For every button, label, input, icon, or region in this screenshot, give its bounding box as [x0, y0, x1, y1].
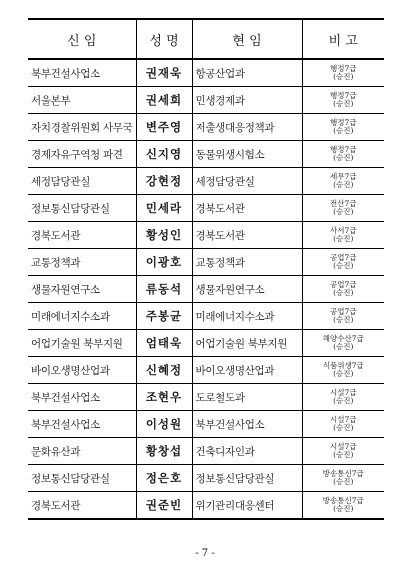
table-row	[28, 195, 384, 222]
person-name-cell: 변주영	[136, 114, 192, 141]
person-name-cell: 류동석	[136, 276, 192, 303]
note-cell	[302, 141, 384, 168]
current-post-cell: 세정담당관실	[192, 168, 302, 195]
new-post-cell: 어업기술원 북부지원	[28, 330, 136, 357]
note-grade: 해양수산7급	[322, 334, 364, 344]
note-promotion: (승진)	[333, 288, 354, 297]
current-post-cell: 민생경제과	[192, 87, 302, 114]
current-post-cell: 저출생대응정책과	[192, 114, 302, 141]
new-post-cell: 북부건설사업소	[28, 411, 136, 438]
note-cell	[302, 249, 384, 276]
new-post-cell: 문화유산과	[28, 438, 136, 465]
person-name-cell: 권준빈	[136, 492, 192, 520]
header-name: 성 명	[136, 19, 192, 59]
current-post-cell: 생물자원연구소	[192, 276, 302, 303]
note-cell	[302, 222, 384, 249]
table-row	[28, 384, 384, 411]
note-promotion: (승진)	[333, 315, 354, 324]
new-post-cell: 서울본부	[28, 87, 136, 114]
table-row	[28, 249, 384, 276]
note-cell	[302, 87, 384, 114]
note-grade: 시설7급	[329, 442, 357, 452]
header-current-post: 현 임	[192, 19, 302, 59]
header-new-post: 신 임	[28, 19, 136, 59]
note-grade: 식품위생7급	[322, 361, 364, 371]
note-grade: 세무7급	[329, 172, 357, 182]
note-grade: 공업7급	[329, 280, 357, 290]
note-cell	[302, 492, 384, 520]
person-name-cell: 강현정	[136, 168, 192, 195]
new-post-cell: 경제자유구역청 파견	[28, 141, 136, 168]
table-row	[28, 492, 384, 520]
new-post-cell: 미래에너지수소과	[28, 303, 136, 330]
new-post-cell: 바이오생명산업과	[28, 357, 136, 384]
note-grade: 방송통신7급	[322, 496, 364, 506]
person-name-cell: 황성인	[136, 222, 192, 249]
table-row	[28, 168, 384, 195]
table-row	[28, 330, 384, 357]
note-promotion: (승진)	[333, 72, 354, 81]
note-promotion: (승진)	[333, 450, 354, 459]
note-promotion: (승진)	[333, 234, 354, 243]
person-name-cell: 이광호	[136, 249, 192, 276]
current-post-cell: 경북도서관	[192, 195, 302, 222]
note-grade: 시설7급	[329, 388, 357, 398]
header-row	[28, 19, 384, 59]
note-cell	[302, 59, 384, 87]
person-name-cell: 주봉균	[136, 303, 192, 330]
table-row	[28, 141, 384, 168]
new-post-cell: 정보통신담당관실	[28, 195, 136, 222]
appointment-table	[28, 18, 384, 520]
note-cell	[302, 411, 384, 438]
person-name-cell: 신혜정	[136, 357, 192, 384]
person-name-cell: 엄태욱	[136, 330, 192, 357]
note-promotion: (승진)	[333, 126, 354, 135]
person-name-cell: 권세희	[136, 87, 192, 114]
new-post-cell: 경북도서관	[28, 492, 136, 520]
note-grade: 행정7급	[329, 145, 357, 155]
current-post-cell: 동물위생시험소	[192, 141, 302, 168]
new-post-cell: 자치경찰위원회 사무국	[28, 114, 136, 141]
note-promotion: (승진)	[333, 477, 354, 486]
page-number: - 7 -	[195, 548, 215, 559]
note-grade: 공업7급	[329, 253, 357, 263]
person-name-cell: 이성원	[136, 411, 192, 438]
note-grade: 방송통신7급	[322, 469, 364, 479]
note-promotion: (승진)	[333, 396, 354, 405]
table-row	[28, 87, 384, 114]
note-grade: 행정7급	[329, 91, 357, 101]
person-name-cell: 민세라	[136, 195, 192, 222]
current-post-cell: 정보통신담당관실	[192, 465, 302, 492]
note-grade: 행정7급	[329, 64, 357, 74]
note-promotion: (승진)	[333, 99, 354, 108]
table-row	[28, 465, 384, 492]
table-header	[28, 19, 384, 59]
note-cell	[302, 168, 384, 195]
current-post-cell: 북부건설사업소	[192, 411, 302, 438]
note-promotion: (승진)	[333, 261, 354, 270]
note-grade: 공업7급	[329, 307, 357, 317]
note-cell	[302, 303, 384, 330]
current-post-cell: 미래에너지수소과	[192, 303, 302, 330]
table-row	[28, 411, 384, 438]
current-post-cell: 교통정책과	[192, 249, 302, 276]
table-row	[28, 357, 384, 384]
table-row	[28, 114, 384, 141]
current-post-cell: 건축디자인과	[192, 438, 302, 465]
current-post-cell: 항공산업과	[192, 59, 302, 87]
note-cell	[302, 195, 384, 222]
note-grade: 전산7급	[329, 199, 357, 209]
new-post-cell: 북부건설사업소	[28, 59, 136, 87]
current-post-cell: 어업기술원 북부지원	[192, 330, 302, 357]
note-cell	[302, 465, 384, 492]
table-body	[28, 59, 384, 519]
new-post-cell: 정보통신담당관실	[28, 465, 136, 492]
note-promotion: (승진)	[333, 504, 354, 513]
note-promotion: (승진)	[333, 153, 354, 162]
current-post-cell: 위기관리대응센터	[192, 492, 302, 520]
note-cell	[302, 357, 384, 384]
note-promotion: (승진)	[333, 423, 354, 432]
note-cell	[302, 438, 384, 465]
current-post-cell: 바이오생명산업과	[192, 357, 302, 384]
new-post-cell: 경북도서관	[28, 222, 136, 249]
new-post-cell: 세정담당관실	[28, 168, 136, 195]
table-row	[28, 59, 384, 87]
note-promotion: (승진)	[333, 180, 354, 189]
table-row	[28, 438, 384, 465]
note-cell	[302, 384, 384, 411]
person-name-cell: 정은호	[136, 465, 192, 492]
note-promotion: (승진)	[333, 342, 354, 351]
person-name-cell: 황창섭	[136, 438, 192, 465]
new-post-cell: 북부건설사업소	[28, 384, 136, 411]
note-grade: 시설7급	[329, 415, 357, 425]
table-row	[28, 276, 384, 303]
person-name-cell: 신지영	[136, 141, 192, 168]
note-cell	[302, 276, 384, 303]
table-row	[28, 303, 384, 330]
table-row	[28, 222, 384, 249]
note-grade: 사서7급	[329, 226, 357, 236]
person-name-cell: 조현우	[136, 384, 192, 411]
header-note: 비 고	[302, 19, 384, 59]
new-post-cell: 교통정책과	[28, 249, 136, 276]
note-grade: 행정7급	[329, 118, 357, 128]
note-cell	[302, 114, 384, 141]
current-post-cell: 도로철도과	[192, 384, 302, 411]
new-post-cell: 생물자원연구소	[28, 276, 136, 303]
current-post-cell: 경북도서관	[192, 222, 302, 249]
note-cell	[302, 330, 384, 357]
note-promotion: (승진)	[333, 369, 354, 378]
person-name-cell: 권재욱	[136, 59, 192, 87]
note-promotion: (승진)	[333, 207, 354, 216]
